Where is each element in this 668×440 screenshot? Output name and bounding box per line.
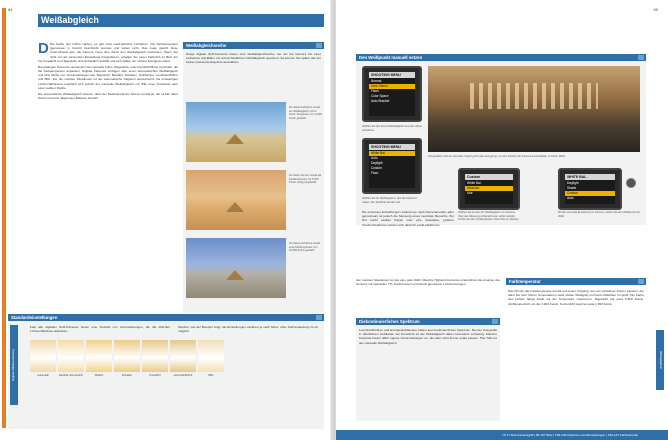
- camera-menu-item: Daylight: [371, 161, 383, 165]
- preset-swatches: [30, 340, 224, 372]
- lower-left-text: den meisten Situationen ist das eine gute Wahl. Manche Highend-Kameras unterstützen die Analyse des Sensors mit speziellen TTL-Farbmessern und damit genaueste Lichtmessungen.: [356, 278, 500, 287]
- pyramid-shape: [226, 270, 244, 280]
- swatch-leuchtstoffroehre: [170, 340, 196, 372]
- camera-menu-item: Color Space: [371, 94, 389, 98]
- camera-dial-icon: [626, 178, 636, 188]
- sidebar-caption-3: Für diese Aufnahme wurde eine Farbtemperatur von 10.000 Kelvin gewählt.: [289, 242, 321, 252]
- swatch-label: Automatik: [37, 374, 49, 377]
- desert-photo-3: [186, 238, 286, 298]
- footer-nav: 70-71 Das Kameragriff | 86-107 Bitte | 108-149 Optionen und Einstellungen | 150-187 Farbkontrolle: [336, 430, 668, 440]
- camera-menu-item: Custom: [371, 166, 382, 170]
- camera-lcd-3: [465, 174, 513, 204]
- manual-caption-4: Wählen Sie an den Ort Weißabgleich zur Kamera. Über das Messung erfolgreich war, sehen werden Lichter bei der Lichttemperatur oben links im Display.: [458, 211, 519, 221]
- color-temp-text: Das Prinzip der Farbtemperatur beruht auf einem Vorgang, den ein schwarzer Körper passiert, der dann bei sehr hohen Temperaturen weiß (daher Weißglut) und beim Abkühlen rot glüht. Die Farbe des Lichtes hängt direkt mit der Temperatur zusammen. Tageslicht hat etwa 5.500 Kelvin, Glühlampenlicht um die 3.200 Kelvin. Kerzenlicht liegt bei etwa 1.500 Kelvin.: [508, 289, 644, 306]
- camera-menu-item: Flash: [371, 89, 379, 93]
- camera-menu-item: Auto: [567, 196, 574, 200]
- camera-menu-item: Daylight: [567, 181, 579, 185]
- camera-menu-item: White Bal.: [467, 181, 482, 185]
- swatch-label: Kunstlicht: [149, 374, 161, 377]
- intro-text-column: [38, 42, 178, 310]
- left-orange-rule: [2, 8, 6, 428]
- swatch-label: Blitz: [208, 374, 214, 377]
- desert-photo-1: [186, 102, 286, 162]
- sidebar-caption-2: Für diese Version wurde die Farbtemperatur mit 5.500 Kelvin richtig eingestellt.: [289, 174, 322, 184]
- spectrum-heading: Diskontinuierliches Spektrum: [356, 318, 500, 325]
- camera-screen-4: [558, 168, 622, 210]
- middle-text: Die einzelnen Einstellungen variieren je nach Kameramodell, allen gemeinsam ist jedoch die Messung eines neutralen Bereichs. Zur Not reicht weißes Papier oder eine Graukarte, größere Gesamtsituationen lassen sich dadurch exakt kalibrieren.: [362, 210, 454, 227]
- camera-menu-header: WHITE BAL.: [565, 174, 615, 180]
- manual-caption-3: Wählen Sie Ihr Weißabgleich, den Sie bestimmt haben, den Farbbrief werden soll.: [362, 197, 417, 204]
- camera-lcd-2: [369, 144, 415, 188]
- presets-heading: Standardeinstellungen: [8, 314, 324, 321]
- camera-menu-item: Shade: [567, 186, 577, 190]
- swatch-label: Leuchtstoffröhre: [173, 374, 193, 377]
- camera-menu-item-selected: White Bal.: [369, 151, 415, 156]
- presets-text-col2: Werden, wie der Beispiel zeigt, die Einstellungen variieren je nach Motiv, ohne Farbanpassung ist oft möglich.: [178, 325, 318, 334]
- swatch-wolken: [86, 340, 112, 372]
- presets-text-col1: Fast alle digitalen SLR-Kameras bieten eine Vielzahl von Voreinstellungen, die die üblichen Lichtverhältnisse abdecken.: [30, 325, 170, 334]
- camera-menu-header: SHOOTING MENU: [369, 72, 415, 78]
- color-temp-heading: Farbtemperatur: [506, 278, 646, 285]
- camera-menu-item: Normal: [371, 79, 382, 83]
- camera-screen-3: [458, 168, 520, 210]
- presets-tag-icon: [316, 315, 322, 320]
- manual-tag-icon: [638, 55, 644, 60]
- manual-caption-5: Mit der manuelle Einstellung im Kamera, setzen Sie den Weißpunkt auf Weiß.: [558, 211, 640, 218]
- left-page-number: 84: [8, 7, 13, 12]
- color-temp-tag-icon: [638, 279, 644, 284]
- swatch-label: Wolken: [94, 374, 104, 377]
- camera-menu-item-selected: Dark Select: [369, 84, 415, 89]
- right-page: [336, 0, 668, 440]
- pyramid-shape: [226, 134, 244, 144]
- spectrum-tag-icon: [492, 319, 498, 324]
- camera-screen-1: [362, 66, 422, 122]
- swatch-blitz: [198, 340, 224, 372]
- sidebar-tag-icon: [316, 43, 322, 48]
- camera-menu-item: Use: [467, 191, 473, 195]
- drop-cap: D: [38, 40, 49, 57]
- sidebar-caption-1: Für diese Aufnahme wurde ein Weißabgleich mit zu hoher Temperatur von 3.200 Kelvin gewählt.: [289, 106, 322, 120]
- swatch-kunstlicht: [142, 340, 168, 372]
- camera-menu-item-selected: Measure: [465, 186, 513, 191]
- page-title-bar: [38, 14, 324, 27]
- manual-box-heading: Den Weißpunkt manuell setzen: [356, 54, 646, 61]
- camera-lcd-1: [369, 72, 415, 116]
- intro-paragraph-3: Die automatische Weißabgleich erkennt, dass der Rasterpunkt der Szene neutral ist, die Lichter dient Kelvin und eine allgemeine Balance bestellt.: [38, 91, 178, 101]
- manual-caption-2: Fotografieren Sie ein neutrales Objekt groß oder weit genug, um den Farbton der Kamera auszuwählen, in Kelvin Weiß.: [428, 155, 566, 158]
- camera-lcd-4: [565, 174, 615, 204]
- camera-menu-header: Custom: [465, 174, 513, 180]
- pyramid-shape: [226, 202, 244, 212]
- intro-paragraph-1: D Die Farbe des Lichts variiert, es gibt zwei weiß-ähnliche Lichtarten. Die Farbtemperatur (gemessen in Kelvin) beschreibt warmes und kaltes Licht. Das Auge gleicht diese Unterschiede aus, die Kamera muss dies durch den Weißabgleich nachholen. Wenn Sie nicht mit der passenden Einstellung fotografieren, erhalten Sie einen Farbstich im Bild, der bei Kunstlicht und Tageslicht unterschiedlich ausfällt und sich später nur schwer korrigieren lässt.: [38, 40, 178, 63]
- left-page: [0, 0, 332, 440]
- page-title: Weißabgleich: [41, 15, 99, 25]
- swatch-schatten: [114, 340, 140, 372]
- right-page-number: 85: [653, 7, 658, 12]
- sidebar-text: Einige digitale SLR-Kameras bieten eine Weißabgleichsreihe, bei der die Kamera bei einer Aufnahme drei Bilder mit unterschiedlichem Weißabgleich speichert. So können Sie später das am besten passende Ergebnis auswählen.: [186, 52, 321, 65]
- manual-caption-1: Wählen Sie den Punkt Weißabgleich aus dem Menü Aufnahme.: [362, 125, 422, 132]
- spectrum-text: Leuchtstoffröhren und Energiesparlampen haben kein kontinuierliches Spektrum. Bei der Fotografie in öffentlichen Gebäuden bei Kunstlicht ist der Weißabgleich daher besonders schwierig. Manche Kameras bieten dafür eigene Voreinstellungen an, die aber nicht immer exakt passen. Hier hilft nur der manuelle Weißabgleich.: [359, 328, 497, 345]
- camera-menu-item: Auto: [371, 156, 378, 160]
- left-section-tab: Digitale Bildbearbeitung: [10, 325, 18, 405]
- camera-screen-2: [362, 138, 422, 194]
- intro-paragraph-2: Bei analogen Kameras verwendet man spezielle Filme (Tageslicht- oder Kunstlichtfilme) und Filter, die die Farbtemperatur anpassen. Digitale Kameras verfügen über einen automatischen Weißabgleich und eine Reihe von Voreinstellungen wie Tageslicht, Bewölkt, Schatten, Glühlampe, Leuchtstoffröhre und Blitz. Für die meisten Situationen ist der automatische Abgleich ausreichend; bei schwierigen Lichtverhältnissen empfiehlt sich jedoch der manuelle Weißabgleich mit Hilfe einer Graukarte oder einer weißen Fläche.: [38, 64, 178, 90]
- swatch-sonnenlicht: [58, 340, 84, 372]
- camera-menu-header: SHOOTING MENU: [369, 144, 415, 150]
- mall-photo: [428, 66, 640, 152]
- camera-menu-item: Fluor.: [371, 171, 379, 175]
- swatch-automatik: [30, 340, 56, 372]
- camera-menu-item: Auto Bracket: [371, 99, 390, 103]
- camera-menu-item-selected: Custom: [565, 191, 615, 196]
- sidebar-heading: Weißabgleichsreihe: [183, 42, 324, 49]
- swatch-label: Schatten: [121, 374, 133, 377]
- swatch-label: Direktes Sonnenlicht: [59, 374, 83, 377]
- desert-photo-2: [186, 170, 286, 230]
- right-section-tab: Weißabgleich: [656, 330, 664, 390]
